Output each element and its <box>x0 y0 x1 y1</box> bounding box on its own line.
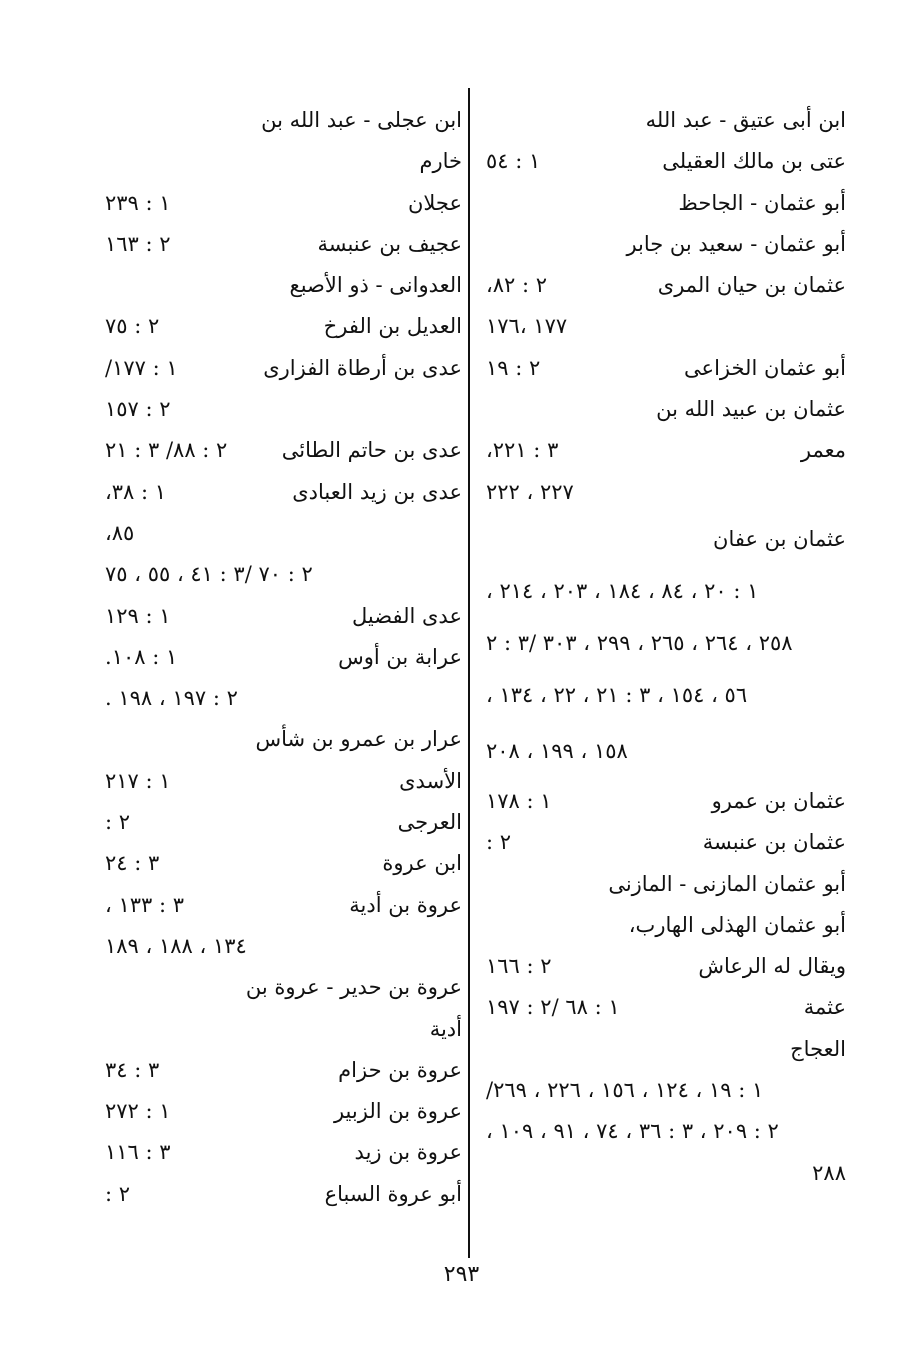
index-entry <box>486 1029 846 1070</box>
entry-name: عثمان بن حيان المرى <box>657 273 846 298</box>
index-entry <box>486 306 846 347</box>
entry-name: عدى الفضيل <box>352 603 462 628</box>
entry-reference: ٣ : ١٣٣ ، <box>105 892 185 917</box>
index-entry <box>486 141 846 182</box>
index-entry <box>105 513 462 554</box>
entry-name: عروة بن الزبير <box>333 1099 462 1124</box>
entry-name: أبو عثمان - سعيد بن جابر <box>626 231 846 256</box>
index-entry <box>486 389 846 430</box>
index-entry <box>486 100 846 141</box>
index-entry <box>105 678 462 719</box>
index-entry <box>486 224 846 265</box>
index-entry <box>486 864 846 905</box>
entry-name: عدى بن زيد العبادى <box>292 479 462 504</box>
entry-reference: ١٣٤ ، ١٨٨ ، ١٨٩ <box>105 933 247 958</box>
entry-reference: ٢ : <box>486 830 512 855</box>
index-entry <box>486 565 846 617</box>
entry-name: عدى بن أرطاة الفزارى <box>263 355 462 380</box>
index-entry <box>105 719 462 760</box>
index-entry <box>105 472 462 513</box>
entry-name: خارم <box>419 149 462 174</box>
entry-name: ابن عروة <box>382 851 462 876</box>
entry-reference: ٢ : <box>105 1181 131 1206</box>
index-entry <box>486 1111 846 1152</box>
index-entry <box>105 306 462 347</box>
entry-name: عدى بن حاتم الطائى <box>281 438 462 463</box>
index-entry <box>486 183 846 224</box>
entry-reference: ٢ : ١٦٦ <box>486 954 552 979</box>
entry-reference: ١ : ١٧٨ <box>486 788 552 813</box>
entry-name: العرجى <box>397 810 462 835</box>
index-entry <box>486 987 846 1028</box>
entry-name: ويقال له الرعاش <box>698 954 846 979</box>
entry-name: عجلان <box>407 190 462 215</box>
entry-name: أبو عثمان الهذلى الهارب، <box>628 912 846 937</box>
entry-reference: ٢ : ٧٥ <box>105 314 160 339</box>
entry-name: عجيف بن عنبسة <box>317 231 462 256</box>
entry-name: ابن عجلى - عبد الله بن <box>261 108 462 132</box>
entry-reference: ٢ : ٧٠ /٣ : ٤١ ، ٥٥ ، ٧٥ <box>105 562 313 587</box>
entry-reference: ٢ : ٨٨/ ٣ : ٢١ <box>105 438 228 463</box>
page-number: ٢٩٣ <box>443 1262 480 1287</box>
entry-reference: ٣ : ٢٢١، <box>486 438 559 463</box>
entry-reference: ٨٥، <box>105 520 135 545</box>
entry-name: أبو عروة السباع <box>324 1181 462 1206</box>
entry-name: أدية <box>429 1016 462 1041</box>
entry-reference: ١ : ١٠٨. <box>105 644 178 669</box>
index-entry <box>486 781 846 822</box>
entry-name: ٢٨٨ <box>812 1160 846 1185</box>
entry-name: عثمان بن عبيد الله بن <box>656 397 846 422</box>
entry-name: الأسدى <box>399 768 462 793</box>
entry-reference: ١ : ٥٤ <box>486 149 541 174</box>
entry-name: عروة بن أدية <box>349 892 462 917</box>
index-entry <box>105 596 462 637</box>
index-entry <box>486 430 846 471</box>
index-entry <box>105 843 462 884</box>
index-entry <box>105 348 462 389</box>
entry-name: معمر <box>800 438 846 463</box>
entry-reference: ٢ : ١٩٧ ، ١٩٨ . <box>105 686 238 711</box>
entry-reference: ١ : ٣٨، <box>105 479 167 504</box>
entry-reference: ١ : ١٧٧/ <box>105 355 178 380</box>
entry-reference: ٥٦ ، ١٥٤ ، ٣ : ٢١ ، ٢٢ ، ١٣٤ ، <box>486 682 748 707</box>
entry-name: عثمان بن عفان <box>713 526 846 551</box>
entry-reference: ٢ : ١٥٧ <box>105 397 171 422</box>
entry-name: العديل بن الفرخ <box>323 314 462 339</box>
entry-reference: ١ : ٢٣٩ <box>105 190 171 215</box>
index-entry <box>105 1009 462 1050</box>
index-entry <box>105 926 462 967</box>
index-entry <box>486 348 846 389</box>
index-entry <box>105 224 462 265</box>
entry-name: عرار بن عمرو بن شأس <box>255 727 462 752</box>
entry-name: أبو عثمان - الجاحظ <box>678 190 846 215</box>
entry-name: عثمان بن عنبسة <box>702 830 846 855</box>
entry-name: عروة بن زيد <box>354 1140 462 1165</box>
entry-reference: ٣ : ٢٤ <box>105 851 160 876</box>
entry-reference: ٢ : <box>105 810 131 835</box>
index-entry <box>105 430 462 471</box>
index-entry <box>105 141 462 182</box>
index-entry <box>105 100 462 141</box>
index-entry <box>486 472 846 513</box>
column-divider <box>468 88 470 1258</box>
entry-name: عتى بن مالك العقيلى <box>662 149 846 174</box>
index-entry <box>105 1132 462 1173</box>
entry-name: العدوانى - ذو الأصبع <box>289 273 462 298</box>
index-entry <box>486 721 846 781</box>
entry-reference: ٢ : ١٩ <box>486 355 541 380</box>
index-entry <box>105 1174 462 1215</box>
entry-reference: ١ : ٢٠ ، ٨٤ ، ١٨٤ ، ٢٠٣ ، ٢١٤ ، <box>486 578 759 603</box>
index-entry <box>105 554 462 595</box>
entry-name: أبو عثمان المازنى - المازنى <box>608 871 846 896</box>
index-entry <box>105 802 462 843</box>
entry-reference: ١٥٨ ، ١٩٩ ، ٢٠٨ <box>486 738 628 763</box>
index-entry <box>486 617 846 669</box>
entry-reference: ٣ : ١١٦ <box>105 1140 171 1165</box>
entry-name: أبو عثمان الخزاعى <box>684 355 846 380</box>
index-entry <box>486 946 846 987</box>
index-entry <box>486 513 846 565</box>
entry-name: ابن أبى عتيق - عبد الله <box>645 108 846 132</box>
entry-name: العجاج <box>790 1036 846 1061</box>
index-entry <box>105 1050 462 1091</box>
index-entry <box>486 265 846 306</box>
entry-reference: ٢ : ٨٢، <box>486 273 548 298</box>
entry-reference: ٢٥٨ ، ٢٦٤ ، ٢٦٥ ، ٢٩٩ ، ٣٠٣ /٣ : ٢ <box>486 630 793 655</box>
index-entry <box>486 1153 846 1194</box>
entry-name: عروة بن حدير - عروة بن <box>245 975 462 1000</box>
entry-reference: ١٧٧ ،١٧٦ <box>486 314 568 339</box>
entry-reference: ٢ : ١٦٣ <box>105 231 171 256</box>
index-entry <box>486 669 846 721</box>
right-index-column <box>486 100 846 1194</box>
entry-reference: ٢٢٧ ، ٢٢٢ <box>486 479 574 504</box>
entry-name: عثمان بن عمرو <box>711 788 846 813</box>
index-entry <box>105 967 462 1008</box>
entry-reference: ٢ : ٢٠٩ ، ٣ : ٣٦ ، ٧٤ ، ٩١ ، ١٠٩ ، <box>486 1119 779 1144</box>
index-entry <box>486 822 846 863</box>
entry-name: عروة بن حزام <box>338 1057 462 1082</box>
index-entry <box>105 885 462 926</box>
index-entry <box>105 389 462 430</box>
entry-reference: ١ : ١٩ ، ١٢٤ ، ١٥٦ ، ٢٢٦ ، ٢٦٩/ <box>486 1078 764 1103</box>
index-entry <box>105 1091 462 1132</box>
entry-reference: ١ : ٦٨ /٢ : ١٩٧ <box>486 995 620 1020</box>
index-entry <box>105 761 462 802</box>
index-entry <box>105 265 462 306</box>
entry-name: عثمة <box>803 995 846 1020</box>
entry-name: عرابة بن أوس <box>338 644 462 669</box>
index-entry <box>486 1070 846 1111</box>
entry-reference: ٣ : ٣٤ <box>105 1057 160 1082</box>
left-index-column <box>105 100 462 1215</box>
entry-reference: ١ : ١٢٩ <box>105 603 171 628</box>
entry-reference: ١ : ٢١٧ <box>105 768 171 793</box>
index-entry <box>105 637 462 678</box>
entry-reference: ١ : ٢٧٢ <box>105 1099 171 1124</box>
index-entry <box>486 905 846 946</box>
index-entry <box>105 183 462 224</box>
